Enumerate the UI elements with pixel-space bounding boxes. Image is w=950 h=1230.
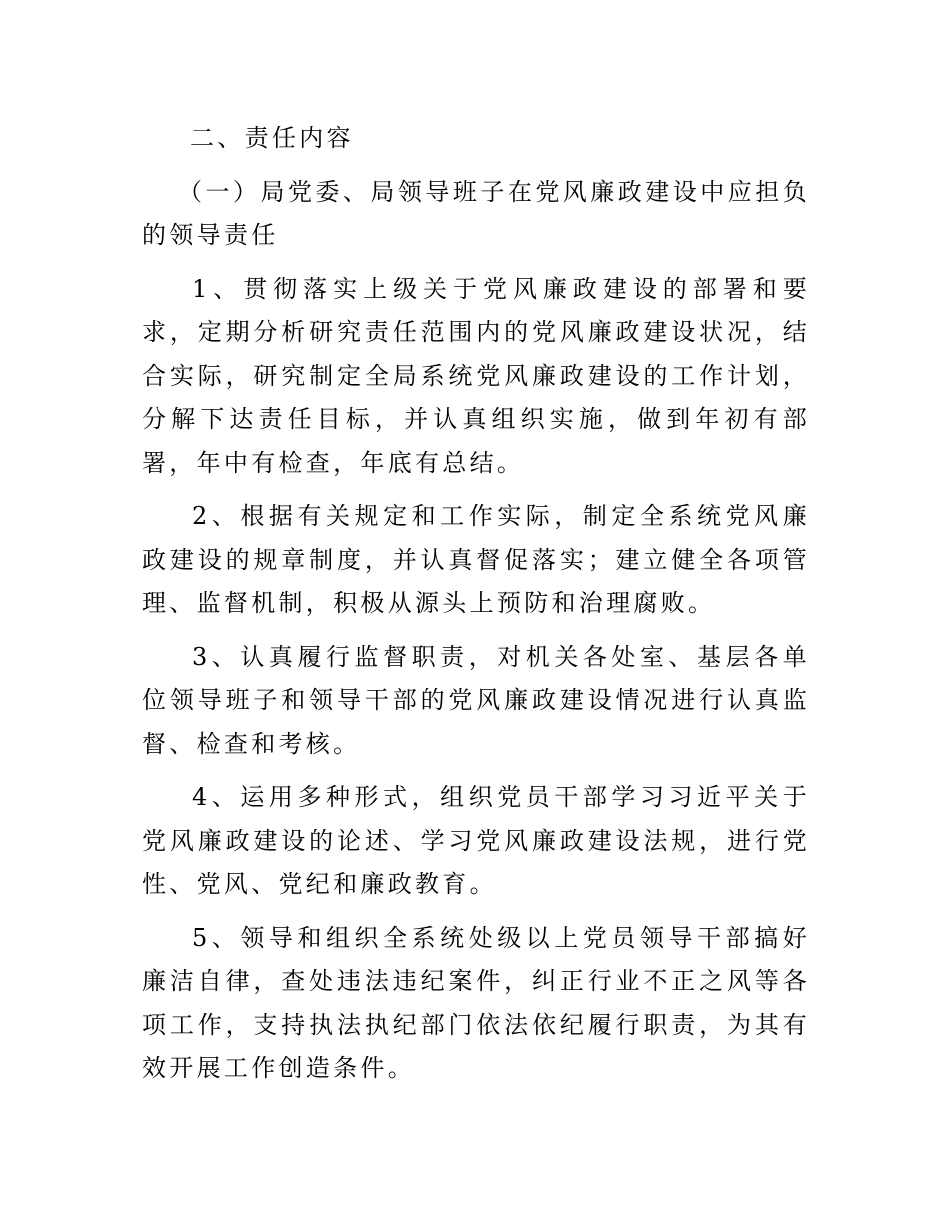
paragraph-1: 1、贯彻落实上级关于党风廉政建设的部署和要求，定期分析研究责任范围内的党风廉政建设状况，结合实际，研究制定全局系统党风廉政建设的工作计划，分解下达责任目标，并认真组织实施，做到年初有部署，年中有检查，年底有总结。 <box>142 274 810 477</box>
subsection-title: （一）局党委、局领导班子在党风廉政建设中应担负的领导责任 <box>142 177 810 249</box>
paragraph-4: 4、运用多种形式，组织党员干部学习习近平关于党风廉政建设的论述、学习党风廉政建设法规，进行党性、党风、党纪和廉政教育。 <box>142 783 810 898</box>
paragraph-2: 2、根据有关规定和工作实际，制定全系统党风廉政建设的规章制度，并认真督促落实；建立健全各项管理、监督机制，积极从源头上预防和治理腐败。 <box>142 502 810 617</box>
paragraph-5: 5、领导和组织全系统处级以上党员领导干部搞好廉洁自律，查处违法违纪案件，纠正行业不正之风等各项工作，支持执法执纪部门依法依纪履行职责，为其有效开展工作创造条件。 <box>142 923 810 1082</box>
section-title: 二、责任内容 <box>190 124 354 152</box>
paragraph-3: 3、认真履行监督职责，对机关各处室、基层各单位领导班子和领导干部的党风廉政建设情况进行认真监督、检查和考核。 <box>142 642 810 758</box>
document-body <box>142 117 810 1101</box>
